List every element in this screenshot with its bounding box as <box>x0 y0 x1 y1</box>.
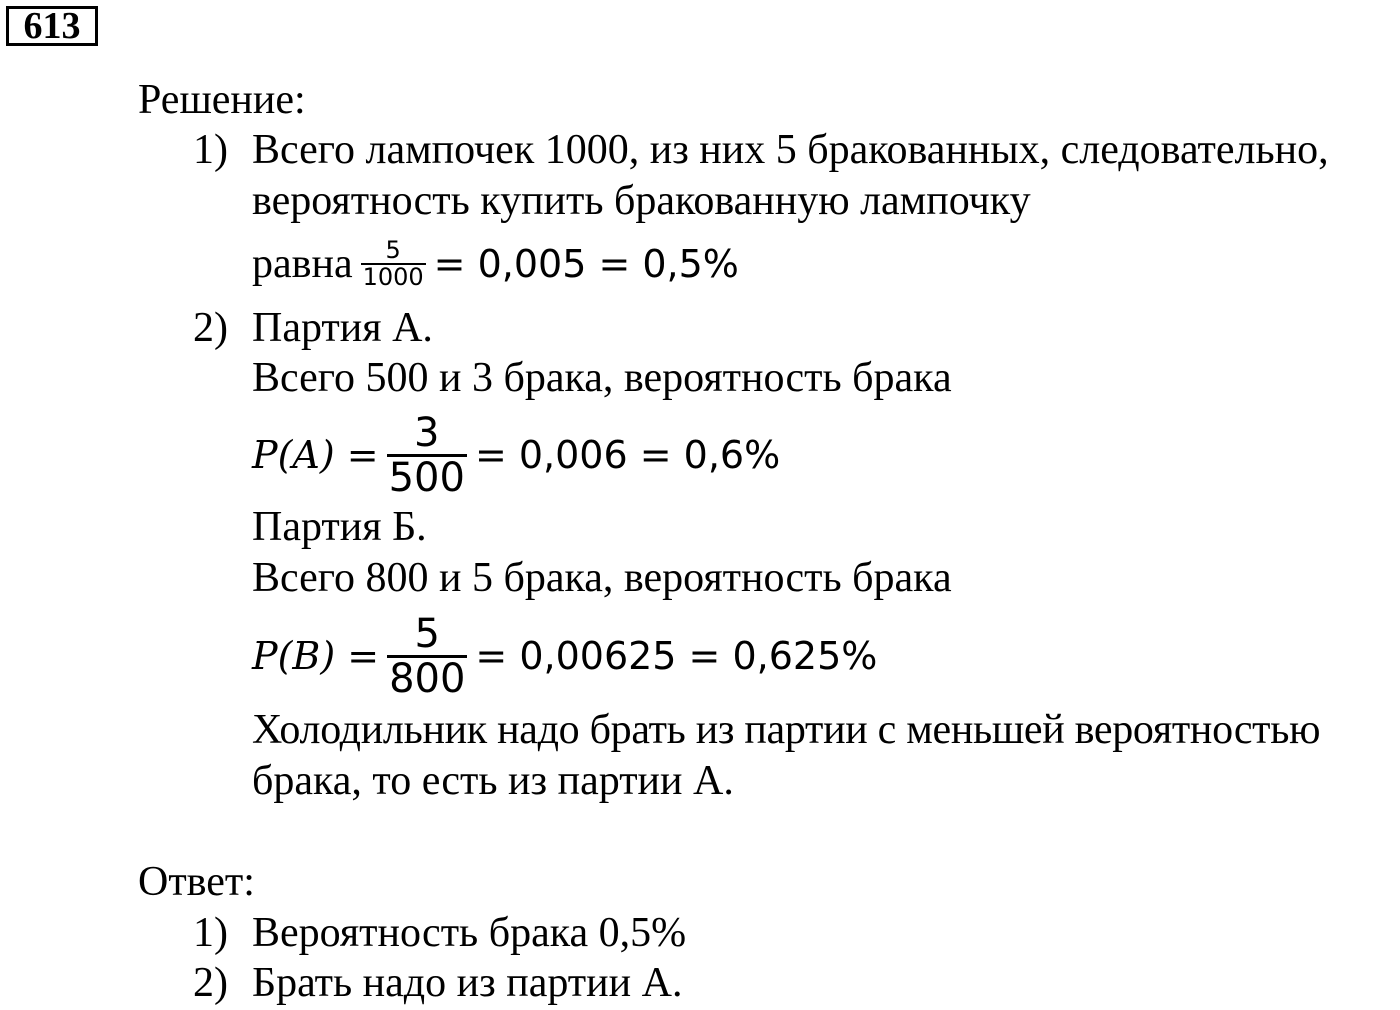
fraction-denominator: 500 <box>388 454 465 501</box>
answer-2-text: Брать надо из партии А. <box>252 960 683 1006</box>
equation-lhs: P(B) = <box>252 634 380 678</box>
item-1-line-2: вероятность купить бракованную лампочку <box>252 178 1031 224</box>
part-a-equation <box>252 405 780 505</box>
part-b-text: Всего 800 и 5 брака, вероятность брака <box>252 555 952 601</box>
answer-heading: Ответ: <box>138 859 255 905</box>
fraction-numerator: 5 <box>414 610 440 657</box>
item-2-marker: 2) <box>193 305 228 351</box>
equation-lhs: P(A) = <box>252 433 379 477</box>
fraction-denominator: 800 <box>389 655 466 702</box>
answer-1-text: Вероятность брака 0,5% <box>252 910 687 956</box>
item-1-line-1: Всего лампочек 1000, из них 5 бракованных, следовательно, <box>252 127 1329 173</box>
part-a-text: Всего 500 и 3 брака, вероятность брака <box>252 355 952 401</box>
conclusion-line-2: брака, то есть из партии А. <box>252 758 734 804</box>
fraction-numerator: 5 <box>385 235 401 264</box>
conclusion-line-1: Холодильник надо брать из партии с меньшей вероятностью <box>252 707 1321 753</box>
problem-number: 613 <box>6 6 98 46</box>
item-1-marker: 1) <box>193 127 228 173</box>
answer-1-marker: 1) <box>193 910 228 956</box>
answer-2-marker: 2) <box>193 960 228 1006</box>
equation-prefix: равна <box>252 241 353 287</box>
item-1-equation <box>252 228 739 300</box>
solution-heading: Решение: <box>138 77 306 123</box>
fraction <box>387 610 467 702</box>
fraction <box>387 409 467 501</box>
equation-rest: = 0,005 = 0,5% <box>433 242 739 286</box>
equation-rest: = 0,006 = 0,6% <box>474 433 781 477</box>
fraction-numerator: 3 <box>414 409 440 456</box>
fraction <box>361 235 426 291</box>
equation-rest: = 0,00625 = 0,625% <box>475 634 878 678</box>
part-b-equation <box>252 606 877 706</box>
part-b-title: Партия Б. <box>252 504 427 550</box>
part-a-title: Партия А. <box>252 305 433 351</box>
fraction-denominator: 1000 <box>362 263 424 291</box>
